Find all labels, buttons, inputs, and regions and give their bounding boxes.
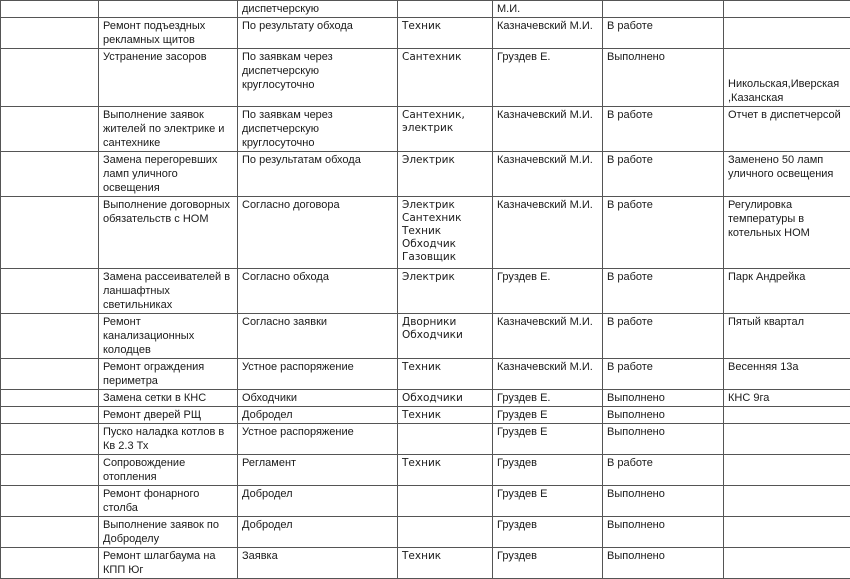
cell-resp: Груздев Е: [493, 407, 603, 424]
cell-resp: Казначевский М.И.: [493, 18, 603, 49]
cell-basis: Согласно обхода: [238, 269, 398, 314]
cell-status: Выполнено: [603, 486, 724, 517]
cell-exec: Обходчики: [398, 390, 493, 407]
cell-status: Выполнено: [603, 424, 724, 455]
cell-work: Ремонт ограждения периметра: [99, 359, 238, 390]
cell-work: Ремонт дверей РЩ: [99, 407, 238, 424]
cell-resp: Груздев Е.: [493, 269, 603, 314]
cell-exec: Электрик: [398, 152, 493, 197]
cell-note: Никольская,Иверская ,Казанская: [724, 49, 850, 107]
cell-basis: По результату обхода: [238, 18, 398, 49]
cell-exec: Сантехник: [398, 49, 493, 107]
index-cell: [1, 407, 99, 424]
table-row: [1, 548, 850, 579]
cell-note: Весенняя 13а: [724, 359, 850, 390]
cell-status: В работе: [603, 107, 724, 152]
cell-note: Парк Андрейка: [724, 269, 850, 314]
cell-note: Отчет в диспетчерсой: [724, 107, 850, 152]
cell-work: Выполнение заявок жителей по электрике и сантехнике: [99, 107, 238, 152]
cell-basis: Добродел: [238, 486, 398, 517]
cell-resp: Груздев: [493, 548, 603, 579]
cell-basis: По заявкам через диспетчерскую круглосуточно: [238, 107, 398, 152]
table-row: [1, 390, 850, 407]
cell-status: В работе: [603, 314, 724, 359]
cell-note: Пятый квартал: [724, 314, 850, 359]
cell-resp: М.И.: [493, 1, 603, 18]
table-row: [1, 269, 850, 314]
table-row: [1, 107, 850, 152]
cell-status: [603, 1, 724, 18]
cell-exec: Дворники Обходчики: [398, 314, 493, 359]
cell-resp: Груздев Е: [493, 486, 603, 517]
table-row: [1, 152, 850, 197]
cell-work: Ремонт шлагбаума на КПП Юг: [99, 548, 238, 579]
table-row: [1, 197, 850, 269]
index-cell: [1, 269, 99, 314]
cell-exec: Электрик: [398, 269, 493, 314]
cell-work: Замена рассеивателей в ланшафтных светильниках: [99, 269, 238, 314]
cell-resp: Груздев Е: [493, 424, 603, 455]
cell-exec: Техник: [398, 407, 493, 424]
cell-note: [724, 548, 850, 579]
cell-exec: [398, 424, 493, 455]
table-row: [1, 486, 850, 517]
cell-exec: Сантехник, электрик: [398, 107, 493, 152]
cell-exec: Техник: [398, 455, 493, 486]
cell-exec: Техник: [398, 359, 493, 390]
cell-basis: Добродел: [238, 407, 398, 424]
cell-status: В работе: [603, 152, 724, 197]
cell-work: Сопровождение отопления: [99, 455, 238, 486]
cell-resp: Груздев Е.: [493, 390, 603, 407]
table-row: [1, 49, 850, 107]
cell-status: В работе: [603, 359, 724, 390]
cell-work: [99, 1, 238, 18]
index-cell: [1, 18, 99, 49]
cell-note: [724, 517, 850, 548]
cell-basis: Обходчики: [238, 390, 398, 407]
cell-resp: Казначевский М.И.: [493, 152, 603, 197]
cell-note: [724, 407, 850, 424]
index-cell: [1, 107, 99, 152]
cell-exec: [398, 517, 493, 548]
cell-resp: Казначевский М.И.: [493, 107, 603, 152]
cell-status: Выполнено: [603, 390, 724, 407]
cell-exec: Техник: [398, 18, 493, 49]
index-cell: [1, 548, 99, 579]
index-cell: [1, 314, 99, 359]
index-cell: [1, 152, 99, 197]
cell-work: Пуско наладка котлов в Кв 2.3 Тх: [99, 424, 238, 455]
cell-note: Регулировка температуры в котельных НОМ: [724, 197, 850, 269]
cell-status: Выполнено: [603, 49, 724, 107]
index-cell: [1, 517, 99, 548]
index-cell: [1, 486, 99, 517]
index-cell: [1, 424, 99, 455]
cell-resp: Казначевский М.И.: [493, 314, 603, 359]
cell-basis: Устное распоряжение: [238, 424, 398, 455]
cell-work: Ремонт канализационных колодцев: [99, 314, 238, 359]
cell-note: Заменено 50 ламп уличного освещения: [724, 152, 850, 197]
table-row: [1, 314, 850, 359]
cell-basis: Заявка: [238, 548, 398, 579]
cell-basis: По результатам обхода: [238, 152, 398, 197]
cell-basis: Регламент: [238, 455, 398, 486]
table-row: [1, 407, 850, 424]
cell-resp: Казначевский М.И.: [493, 197, 603, 269]
index-cell: [1, 390, 99, 407]
table-row: [1, 517, 850, 548]
cell-basis: По заявкам через диспетчерскую круглосуточно: [238, 49, 398, 107]
cell-status: Выполнено: [603, 407, 724, 424]
cell-note: КНС 9га: [724, 390, 850, 407]
cell-exec: [398, 486, 493, 517]
cell-work: Замена перегоревших ламп уличного освещения: [99, 152, 238, 197]
table-row: [1, 424, 850, 455]
cell-status: Выполнено: [603, 548, 724, 579]
table-row: [1, 1, 850, 18]
index-cell: [1, 1, 99, 18]
index-cell: [1, 197, 99, 269]
cell-note: [724, 1, 850, 18]
cell-status: В работе: [603, 269, 724, 314]
cell-work: Ремонт подъездных рекламных щитов: [99, 18, 238, 49]
cell-resp: Казначевский М.И.: [493, 359, 603, 390]
cell-status: В работе: [603, 18, 724, 49]
cell-note: [724, 486, 850, 517]
index-cell: [1, 359, 99, 390]
cell-resp: Груздев: [493, 455, 603, 486]
cell-status: В работе: [603, 197, 724, 269]
cell-work: Замена сетки в КНС: [99, 390, 238, 407]
cell-work: Ремонт фонарного столба: [99, 486, 238, 517]
cell-basis: Устное распоряжение: [238, 359, 398, 390]
cell-basis: Согласно заявки: [238, 314, 398, 359]
cell-status: В работе: [603, 455, 724, 486]
cell-note: [724, 455, 850, 486]
cell-basis: диспетчерскую: [238, 1, 398, 18]
cell-exec: Техник: [398, 548, 493, 579]
cell-work: Устранение засоров: [99, 49, 238, 107]
cell-exec: Электрик Сантехник Техник Обходчик Газовщик: [398, 197, 493, 269]
cell-exec: [398, 1, 493, 18]
table-row: [1, 455, 850, 486]
cell-resp: Груздев: [493, 517, 603, 548]
cell-work: Выполнение заявок по Доброделу: [99, 517, 238, 548]
table-row: [1, 359, 850, 390]
cell-basis: Согласно договора: [238, 197, 398, 269]
cell-note: [724, 18, 850, 49]
table-row: [1, 18, 850, 49]
cell-resp: Груздев Е.: [493, 49, 603, 107]
cell-status: Выполнено: [603, 517, 724, 548]
cell-note: [724, 424, 850, 455]
cell-basis: Добродел: [238, 517, 398, 548]
cell-work: Выполнение договорных обязательств с НОМ: [99, 197, 238, 269]
index-cell: [1, 49, 99, 107]
index-cell: [1, 455, 99, 486]
